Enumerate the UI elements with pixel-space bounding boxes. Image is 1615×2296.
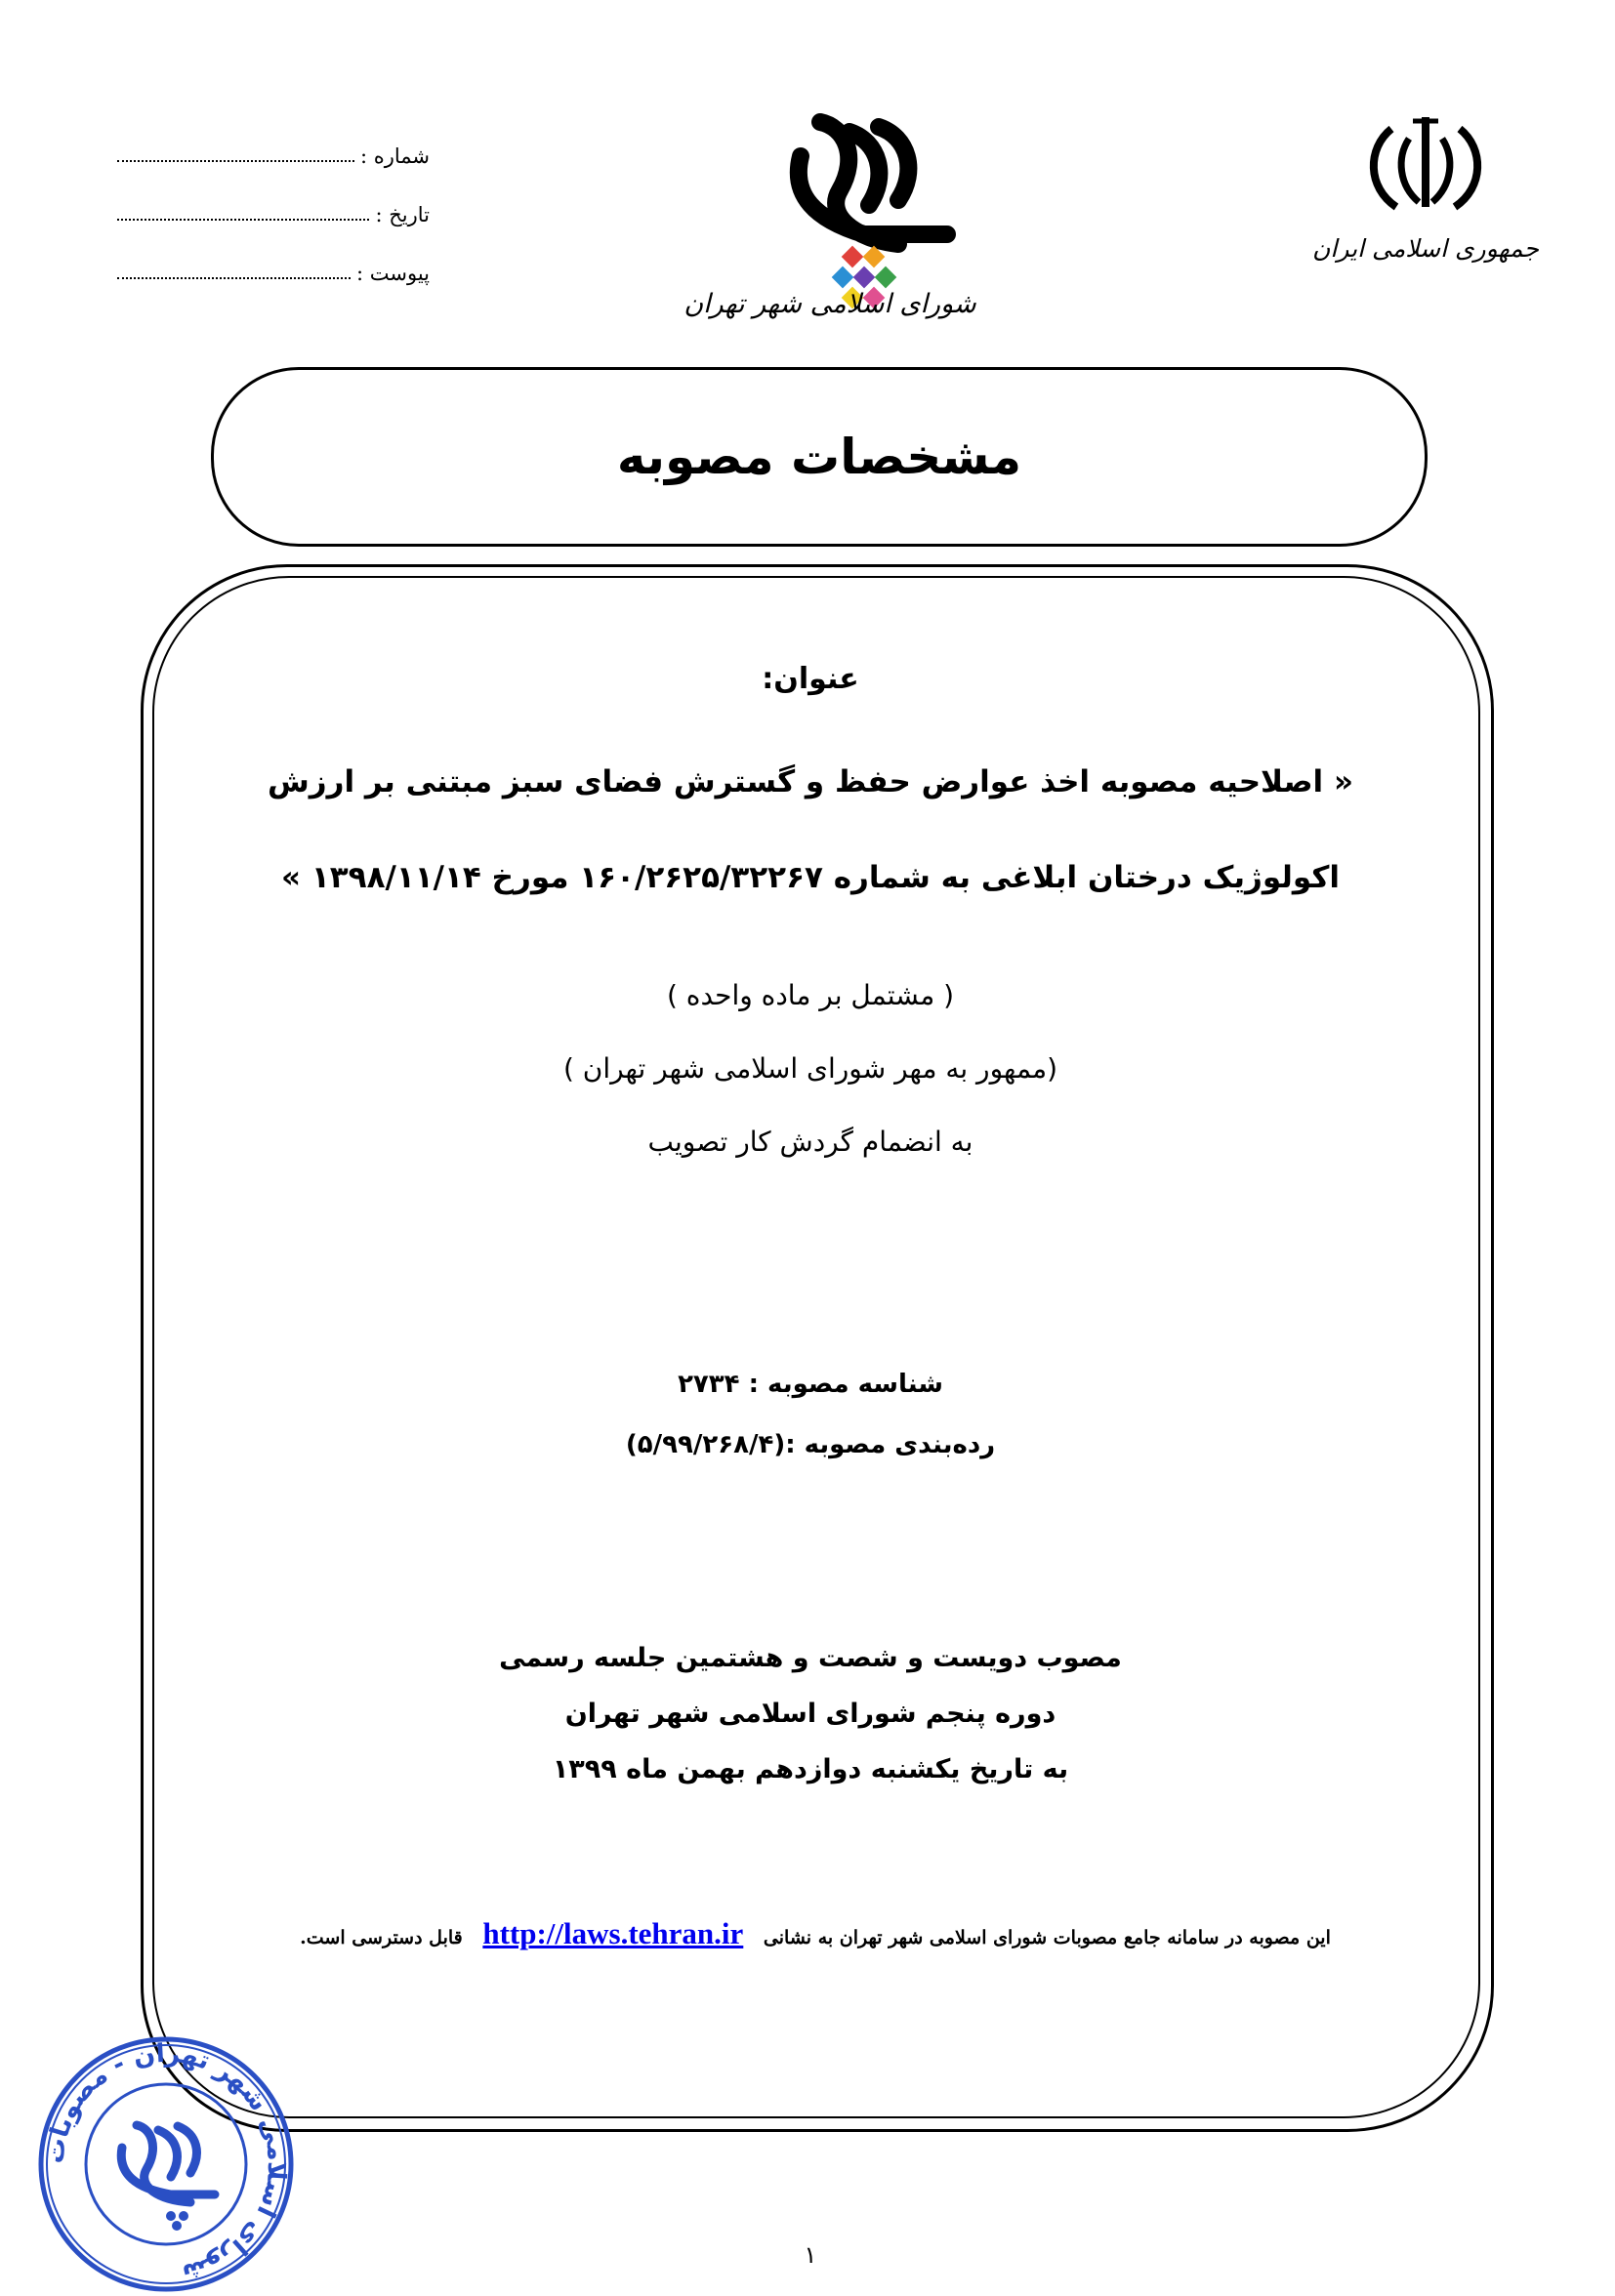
subject-label: عنوان: (762, 662, 859, 696)
country-name: جمهوری اسلامی ایران (1312, 234, 1539, 263)
availability-note (225, 1916, 1406, 1951)
attachment-field (117, 242, 430, 285)
availability-text-after: قابل دسترسی است. (300, 1927, 463, 1948)
date-field (117, 184, 430, 226)
resolution-classification: رده‌بندی مصوبه :(۵/۹۹/۲۶۸/۴) (625, 1430, 996, 1459)
date-blank (117, 199, 369, 221)
number-field (117, 125, 430, 168)
number-blank (117, 141, 354, 162)
attachment-label: پیوست : (356, 262, 430, 285)
council-stamp-icon (24, 2032, 308, 2296)
council-name: شورای اسلامی شهر تهران (683, 289, 976, 319)
page-title: مشخصات مصوبه (616, 429, 1022, 485)
stamp-ring-text: شورای اسلامی شهر تهران - مصوبات (40, 2038, 292, 2288)
subject-line-1: « اصلاحیه مصوبه اخذ عوارض حفظ و گسترش فضای سبز مبتنی بر ارزش (268, 764, 1353, 800)
note-workflow: به انضمام گردش کار تصویب (647, 1126, 973, 1158)
laws-portal-link[interactable]: http://laws.tehran.ir (482, 1916, 744, 1950)
session-line-1: مصوب دویست و شصت و هشتمین جلسه رسمی (499, 1643, 1122, 1673)
note-single-article: ( مشتمل بر ماده واحده ) (666, 979, 955, 1011)
date-label: تاریخ : (375, 203, 430, 226)
session-line-3: به تاریخ یکشنبه دوازدهم بهمن ماه ۱۳۹۹ (552, 1754, 1069, 1784)
subject-text (195, 734, 1426, 925)
session-line-2: دوره پنجم شورای اسلامی شهر تهران (564, 1699, 1056, 1729)
document-fields (117, 125, 430, 301)
note-sealed: (ممهور به مهر شورای اسلامی شهر تهران ) (562, 1052, 1058, 1085)
number-label: شماره : (359, 144, 430, 168)
iran-emblem-icon (1362, 109, 1489, 217)
subject-line-2: اکولوژیک درختان ابلاغی به شماره ۱۶۰/۲۶۲۵/۳۲۲۶۷ مورخ ۱۳۹۸/۱۱/۱۴ » (281, 860, 1340, 895)
availability-text-before: این مصوبه در سامانه جامع مصوبات شورای اسلامی شهر تهران به نشانی (763, 1927, 1331, 1948)
attachment-blank (117, 258, 351, 279)
page-number: ۱ (804, 2241, 817, 2269)
title-box (211, 367, 1428, 547)
resolution-id: شناسه مصوبه : ۲۷۳۴ (678, 1370, 943, 1399)
